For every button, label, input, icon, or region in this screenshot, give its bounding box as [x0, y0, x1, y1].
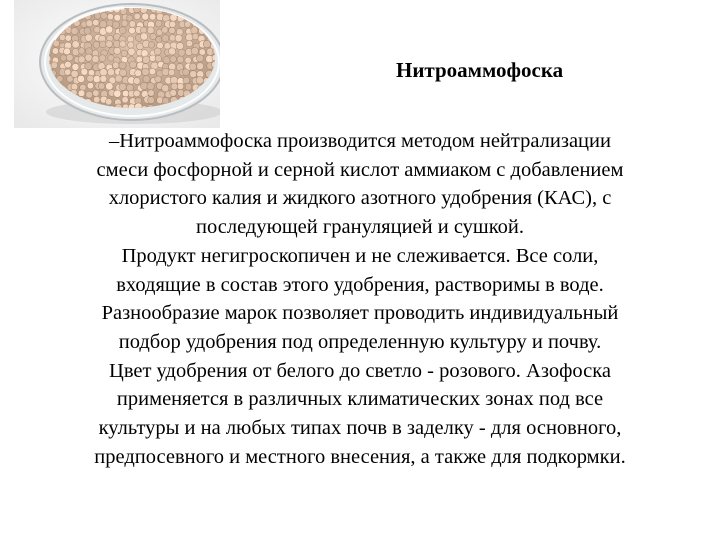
granule [189, 63, 196, 70]
granule [121, 50, 128, 57]
granule [149, 68, 156, 75]
granule [169, 21, 176, 28]
granule [53, 40, 60, 47]
granule [100, 20, 107, 27]
granule [66, 54, 73, 61]
description-line: культуры и на любых типах почв в заделку - для основного, [98, 417, 622, 440]
fertilizer-photo [14, 0, 220, 128]
granule [171, 83, 178, 90]
granule [186, 40, 193, 47]
granule [199, 49, 206, 56]
granule [140, 33, 147, 40]
granule [105, 98, 112, 105]
description-line: –Нитроаммофоска производится методом нейтрализации [109, 130, 611, 152]
granule [81, 68, 88, 75]
granule [185, 83, 192, 90]
granule [106, 26, 113, 33]
granule [149, 14, 156, 21]
description-line: применяется в различных климатических зонах под все [116, 388, 604, 411]
granule [114, 90, 121, 97]
description-line: последующей грануляцией и сушкой. [196, 216, 524, 239]
granule [203, 40, 210, 47]
granule [99, 55, 106, 62]
granule [78, 48, 85, 55]
slide-title: Нитроаммофоска [396, 58, 564, 82]
granule [154, 48, 161, 55]
granule [129, 21, 136, 28]
granule [119, 62, 126, 69]
granule [87, 75, 94, 82]
granule [71, 28, 78, 35]
granule [80, 84, 87, 91]
granule [87, 82, 93, 88]
granule [100, 75, 107, 82]
granule [170, 56, 177, 63]
granule [107, 13, 113, 19]
granule [65, 61, 72, 68]
granule [60, 55, 67, 62]
granule [72, 48, 79, 55]
granule [93, 96, 100, 103]
granule [113, 62, 120, 69]
granule [85, 54, 92, 61]
description-line: Цвет удобрения от белого до светло - розового. Азофоска [109, 359, 611, 382]
granule [176, 42, 183, 49]
granule [122, 97, 129, 104]
granule [101, 12, 108, 19]
granule [115, 75, 122, 82]
granule [183, 69, 190, 76]
granule [100, 41, 107, 48]
granule [106, 41, 113, 48]
granule [147, 27, 154, 34]
granule [148, 90, 155, 97]
granule [86, 20, 93, 27]
granule [169, 27, 176, 34]
granule [128, 42, 135, 49]
granule [93, 90, 100, 97]
granule [191, 47, 198, 54]
granules-dish-icon [14, 0, 220, 128]
granule [155, 36, 161, 42]
granule [59, 34, 65, 40]
granule [135, 70, 142, 77]
granule [162, 35, 169, 42]
granule [65, 69, 71, 75]
description-line: входящие в состав этого удобрения, растворимы в воде. [116, 273, 604, 296]
granule [148, 97, 155, 104]
granule [142, 68, 149, 75]
granule [92, 55, 99, 62]
granule [176, 29, 183, 36]
granule [143, 75, 150, 82]
granule [196, 55, 203, 62]
granule [140, 27, 147, 34]
granule [93, 19, 99, 25]
granule [84, 28, 91, 35]
granule [78, 56, 85, 63]
granule [170, 90, 177, 97]
granule [85, 34, 92, 41]
granule [93, 75, 100, 82]
granule [77, 75, 84, 82]
granule [121, 20, 128, 27]
granule [196, 77, 203, 84]
granule [191, 27, 198, 34]
granule [183, 77, 190, 84]
granule [185, 57, 192, 64]
granule [162, 27, 169, 34]
granule [177, 83, 183, 89]
granule [119, 83, 126, 90]
granule [147, 82, 155, 90]
granule [175, 35, 182, 42]
granule [72, 41, 79, 48]
granule [93, 41, 100, 48]
granule [64, 48, 71, 55]
description-text [20, 127, 700, 471]
description-line: подбор удобрения под определенную культуру и почву. [118, 330, 602, 353]
granule [127, 15, 134, 22]
description-line: Разнообразие марок позволяет проводить индивидуальный [101, 302, 619, 325]
granule [136, 56, 142, 62]
granule [148, 42, 154, 48]
granule [129, 27, 136, 34]
granule [114, 47, 121, 54]
granule [190, 71, 197, 78]
granule [52, 48, 59, 55]
description-line: предпосевного и местного внесения, а также для подкормки. [94, 445, 626, 468]
granule [178, 49, 185, 56]
granule [134, 13, 140, 19]
granule [142, 13, 149, 20]
granule [129, 61, 136, 68]
granule [100, 69, 107, 76]
granule [98, 83, 105, 90]
granule [168, 69, 175, 76]
description-line: хлористого калия и жидкого азотного удобрения (КАС), с [108, 187, 612, 210]
description-line: Продукт негигроскопичен и не слеживается. Все соли, [121, 244, 599, 267]
granule [133, 77, 140, 84]
granule [67, 76, 74, 83]
granule [51, 62, 58, 69]
granule [155, 55, 162, 62]
granule [163, 56, 171, 64]
granule [177, 56, 184, 63]
granule [72, 63, 79, 70]
description-line: смеси фосфорной и серной кислот аммиаком с добавлением [96, 158, 624, 181]
granule [192, 33, 199, 40]
granule [106, 83, 114, 91]
granule [65, 35, 71, 41]
granule [120, 41, 127, 48]
granule [86, 91, 93, 98]
granule [128, 48, 135, 55]
granule [142, 56, 150, 64]
granule [114, 14, 121, 21]
granule [169, 48, 176, 55]
granule [155, 20, 162, 27]
granule [197, 63, 204, 70]
granule [134, 90, 141, 97]
granule [112, 21, 119, 28]
granule [107, 69, 114, 76]
granule [155, 76, 162, 83]
granule [78, 90, 85, 97]
granule [119, 27, 126, 34]
